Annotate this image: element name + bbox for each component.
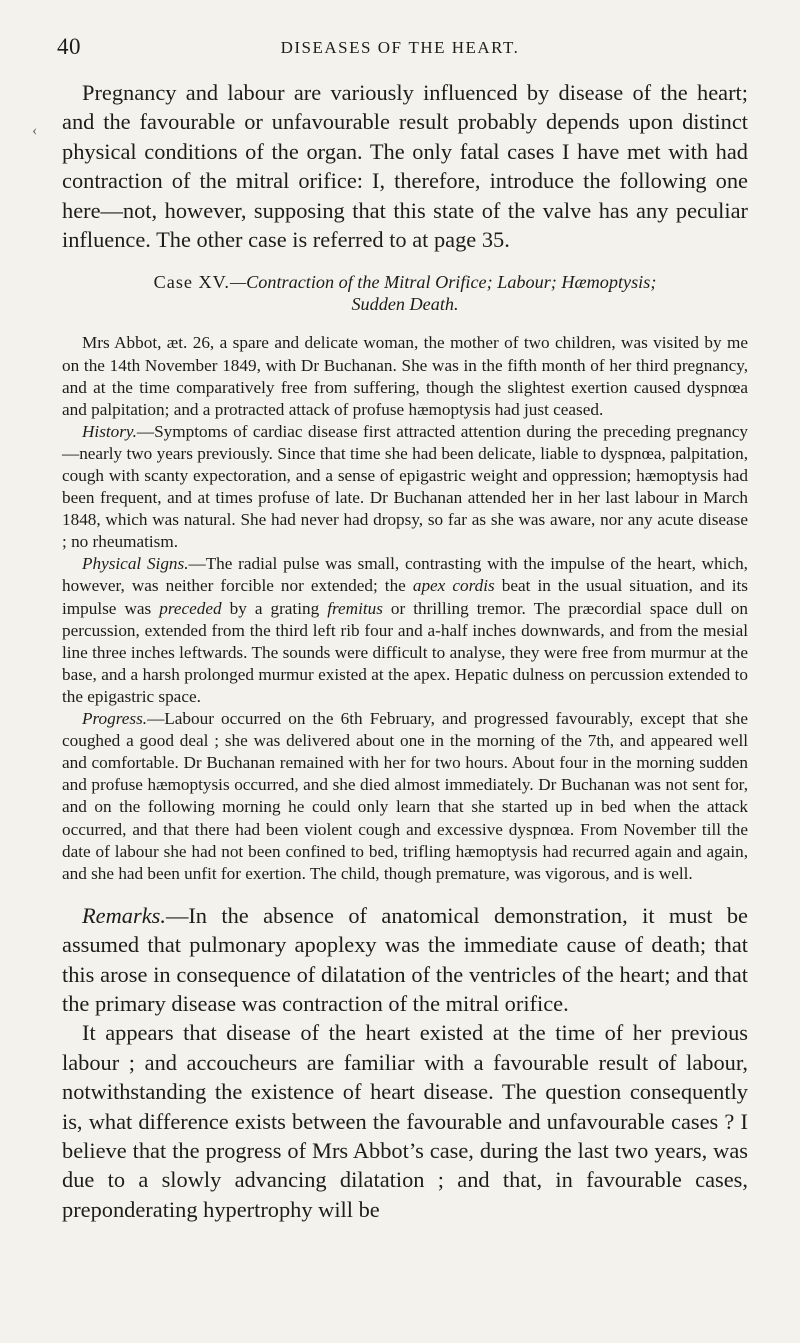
running-head: [0, 34, 800, 64]
running-title-prefix: DISEASES OF: [280, 38, 403, 57]
physical-signs-text-2: beat in the usual situation, and its impulse was: [62, 576, 748, 618]
physical-signs-label: Physical Signs.: [82, 554, 189, 574]
body-text: [62, 78, 748, 1224]
physical-signs-text-3: by a grating: [221, 598, 328, 618]
physical-signs-text-1: —The radial pulse was small, contrasting with the impulse of the heart, which, however, was neither forcible nor extended; the: [62, 554, 748, 596]
physical-signs-paragraph: [62, 553, 748, 708]
case-label: Case XV.: [153, 272, 230, 293]
page-number: 40: [57, 34, 81, 59]
history-paragraph: [62, 421, 748, 554]
margin-mark: ‹: [32, 122, 38, 139]
closing-paragraph: It appears that disease of the heart existed at the time of her previous labour ; and accoucheurs are familiar with a favourable result of labour, notwithstanding the existence of heart disease. The question consequently is, what difference exists between the favourable and unfavourable cases ? I believe that the progress of Mrs Abbot’s case, during the last two years, was due to a slowly advancing dilatation ; and that, in favourable cases, preponderating hypertrophy will be: [62, 1020, 748, 1222]
progress-label: Progress.: [82, 709, 148, 729]
running-title-rest: THE HEART.: [408, 38, 520, 57]
running-title: [0, 38, 800, 58]
history-label: History.: [82, 421, 137, 441]
fremitus-term: fremitus: [327, 598, 383, 618]
case-heading: [62, 271, 748, 315]
case-title-line-1: —Contraction of the Mitral Orifice; Labour; Hæmoptysis;: [229, 272, 657, 293]
remarks-label: Remarks.: [82, 902, 166, 928]
preceded-term: preceded: [159, 598, 222, 618]
case-intro-paragraph: Mrs Abbot, æt. 26, a spare and delicate woman, the mother of two children, was visited by me on the 14th November 1849, with Dr Buchanan. She was in the fifth month of her third pregnancy, and at the time comparatively free from suffering, though the slightest exertion caused dyspnœa and palpitation; and a protracted attack of profuse hæmoptysis had just ceased.: [62, 333, 748, 419]
apex-cordis-term: apex cordis: [412, 576, 495, 596]
case-report: [62, 332, 748, 884]
history-text: —Symptoms of cardiac disease first attracted attention during the preceding pregnancy—nearly two years previously. Since that time she had been delicate, liable to dyspnœa, palpitation, cough with scanty expectoration, and a sense of epigastric weight and oppression; hæmoptysis had been frequent, and at times profuse of late. Dr Buchanan attended her in her last labour in March 1848, which was natural. She had never had dropsy, so far as she was aware, nor any acute disease ; no rheumatism.: [62, 421, 748, 552]
progress-text: —Labour occurred on the 6th February, and progressed favourably, except that she coughed a good deal ; she was delivered about one in the morning of the 7th, and appeared well and comfortable. Dr Buchanan remained with her for two hours. About four in the morning sudden and profuse hæmoptysis occurred, and she died almost immediately. Dr Buchanan was not sent for, and on the following morning he could only learn that she started up in bed when the attack occurred, and that there had been violent cough and excessive dyspnœa. From November till the date of labour she had not been confined to bed, trifling hæmoptysis had recurred again and again, and she had been unfit for exertion. The child, though premature, was vigorous, and is well.: [62, 709, 748, 883]
physical-signs-text-4: or thrilling tremor. The præcordial space dull on percussion, extended from the third left rib four and a-half inches downwards, and from the mesial line three inches leftwards. The sounds were difficult to analyse, they were free from murmur at the base, and a harsh prolonged murmur existed at the apex. Hepatic dulness on percussion extended to the epigastric space.: [62, 598, 748, 706]
remarks-text: —In the absence of anatomical demonstration, it must be assumed that pulmonary apoplexy was the immediate cause of death; that this arose in consequence of dilatation of the ventricles of the heart; and that the primary disease was contraction of the mitral orifice.: [62, 902, 748, 1016]
case-title-line-2: Sudden Death.: [351, 294, 459, 315]
remarks-paragraph: [62, 901, 748, 1019]
intro-paragraph: Pregnancy and labour are variously influenced by disease of the heart; and the favourable or unfavourable result probably depends upon distinct physical conditions of the organ. The only fatal cases I have met with had contraction of the mitral orifice: I, therefore, introduce the following one here—not, however, supposing that this state of the valve has any peculiar influence. The other case is referred to at page 35.: [62, 80, 748, 253]
commentary: [62, 901, 748, 1224]
progress-paragraph: [62, 708, 748, 885]
